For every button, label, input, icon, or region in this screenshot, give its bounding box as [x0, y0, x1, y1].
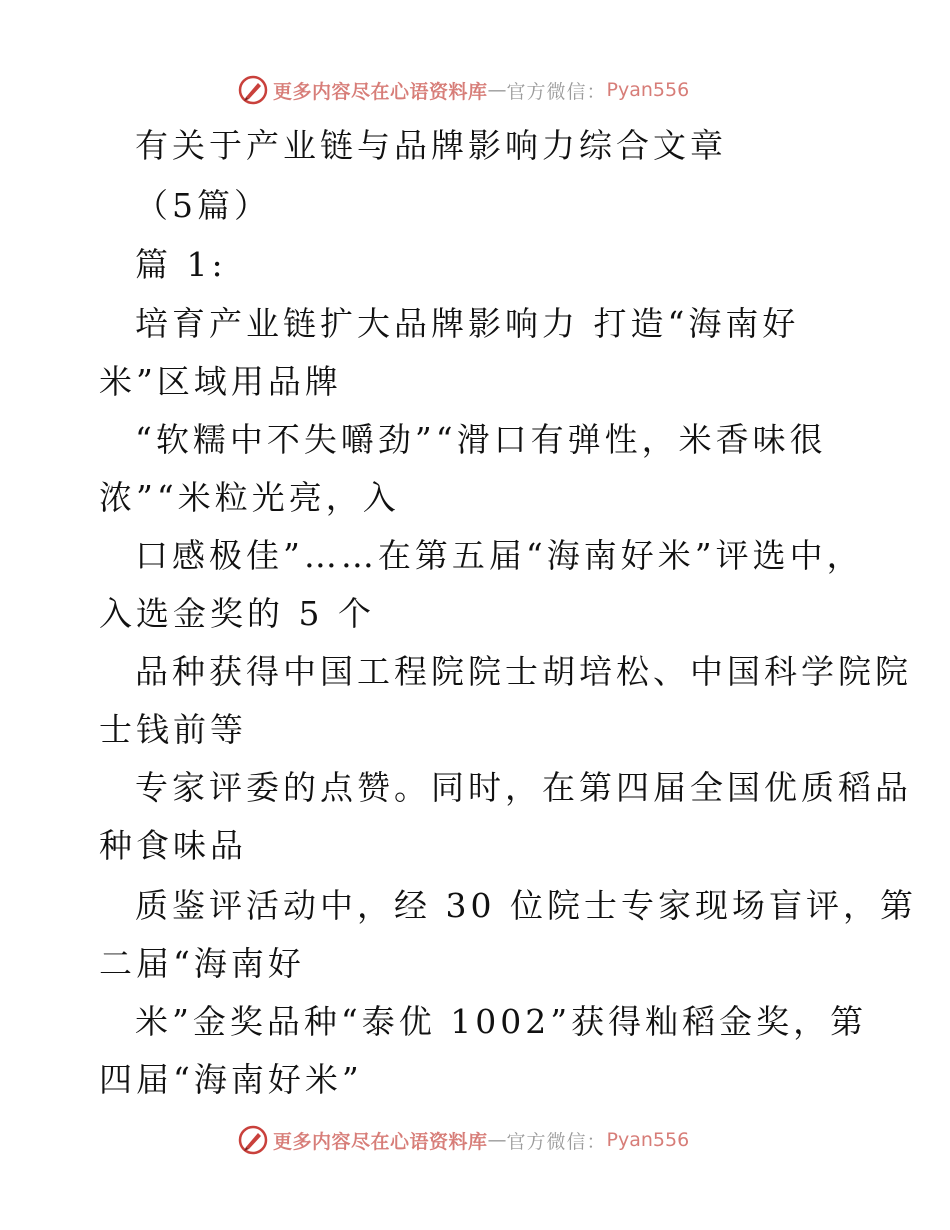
wechat-id: Pyan556	[606, 1129, 690, 1151]
paragraph-line: 质鉴评活动中，经 30 位院士专家现场盲评，第	[135, 886, 917, 925]
paragraph-line: 种食味品	[99, 826, 247, 865]
paragraph-line: “软糯中不失嚼劲”“滑口有弹性，米香味很	[135, 420, 827, 459]
paragraph-line: 米”金奖品种“泰优 1002”获得籼稻金奖，第	[135, 1002, 868, 1041]
watermark-banner-top	[237, 72, 689, 108]
wechat-label: 官方微信：	[506, 1130, 607, 1153]
paragraph-line: 口感极佳”……在第五届“海南好米”评选中，	[135, 536, 864, 575]
paragraph-line: 士钱前等	[99, 710, 247, 749]
watermark-text: 更多内容尽在心语资料库	[273, 1130, 488, 1153]
paragraph-line: 入选金奖的 5 个	[99, 594, 375, 633]
watermark-separator: —	[487, 79, 507, 101]
document-title: 有关于产业链与品牌影响力综合文章	[135, 126, 727, 165]
pen-circle-logo-icon	[237, 74, 269, 106]
article-headline: 培育产业链扩大品牌影响力 打造“海南好	[135, 304, 800, 343]
watermark-banner-bottom	[237, 1122, 689, 1158]
pen-circle-logo-icon	[237, 1124, 269, 1156]
watermark-separator: —	[487, 1129, 507, 1151]
document-subtitle: （5篇）	[135, 186, 271, 225]
article-headline-cont: 米”区域用品牌	[99, 362, 342, 401]
paragraph-line: 专家评委的点赞。同时，在第四届全国优质稻品	[135, 768, 912, 807]
paragraph-line: 二届“海南好	[99, 944, 305, 983]
paragraph-line: 四届“海南好米”	[99, 1060, 363, 1099]
paragraph-line: 浓”“米粒光亮，入	[99, 478, 400, 517]
watermark-text: 更多内容尽在心语资料库	[273, 80, 488, 103]
section-heading: 篇 1:	[135, 245, 227, 284]
wechat-label: 官方微信：	[506, 80, 607, 103]
wechat-id: Pyan556	[606, 79, 690, 101]
paragraph-line: 品种获得中国工程院院士胡培松、中国科学院院	[135, 652, 912, 691]
